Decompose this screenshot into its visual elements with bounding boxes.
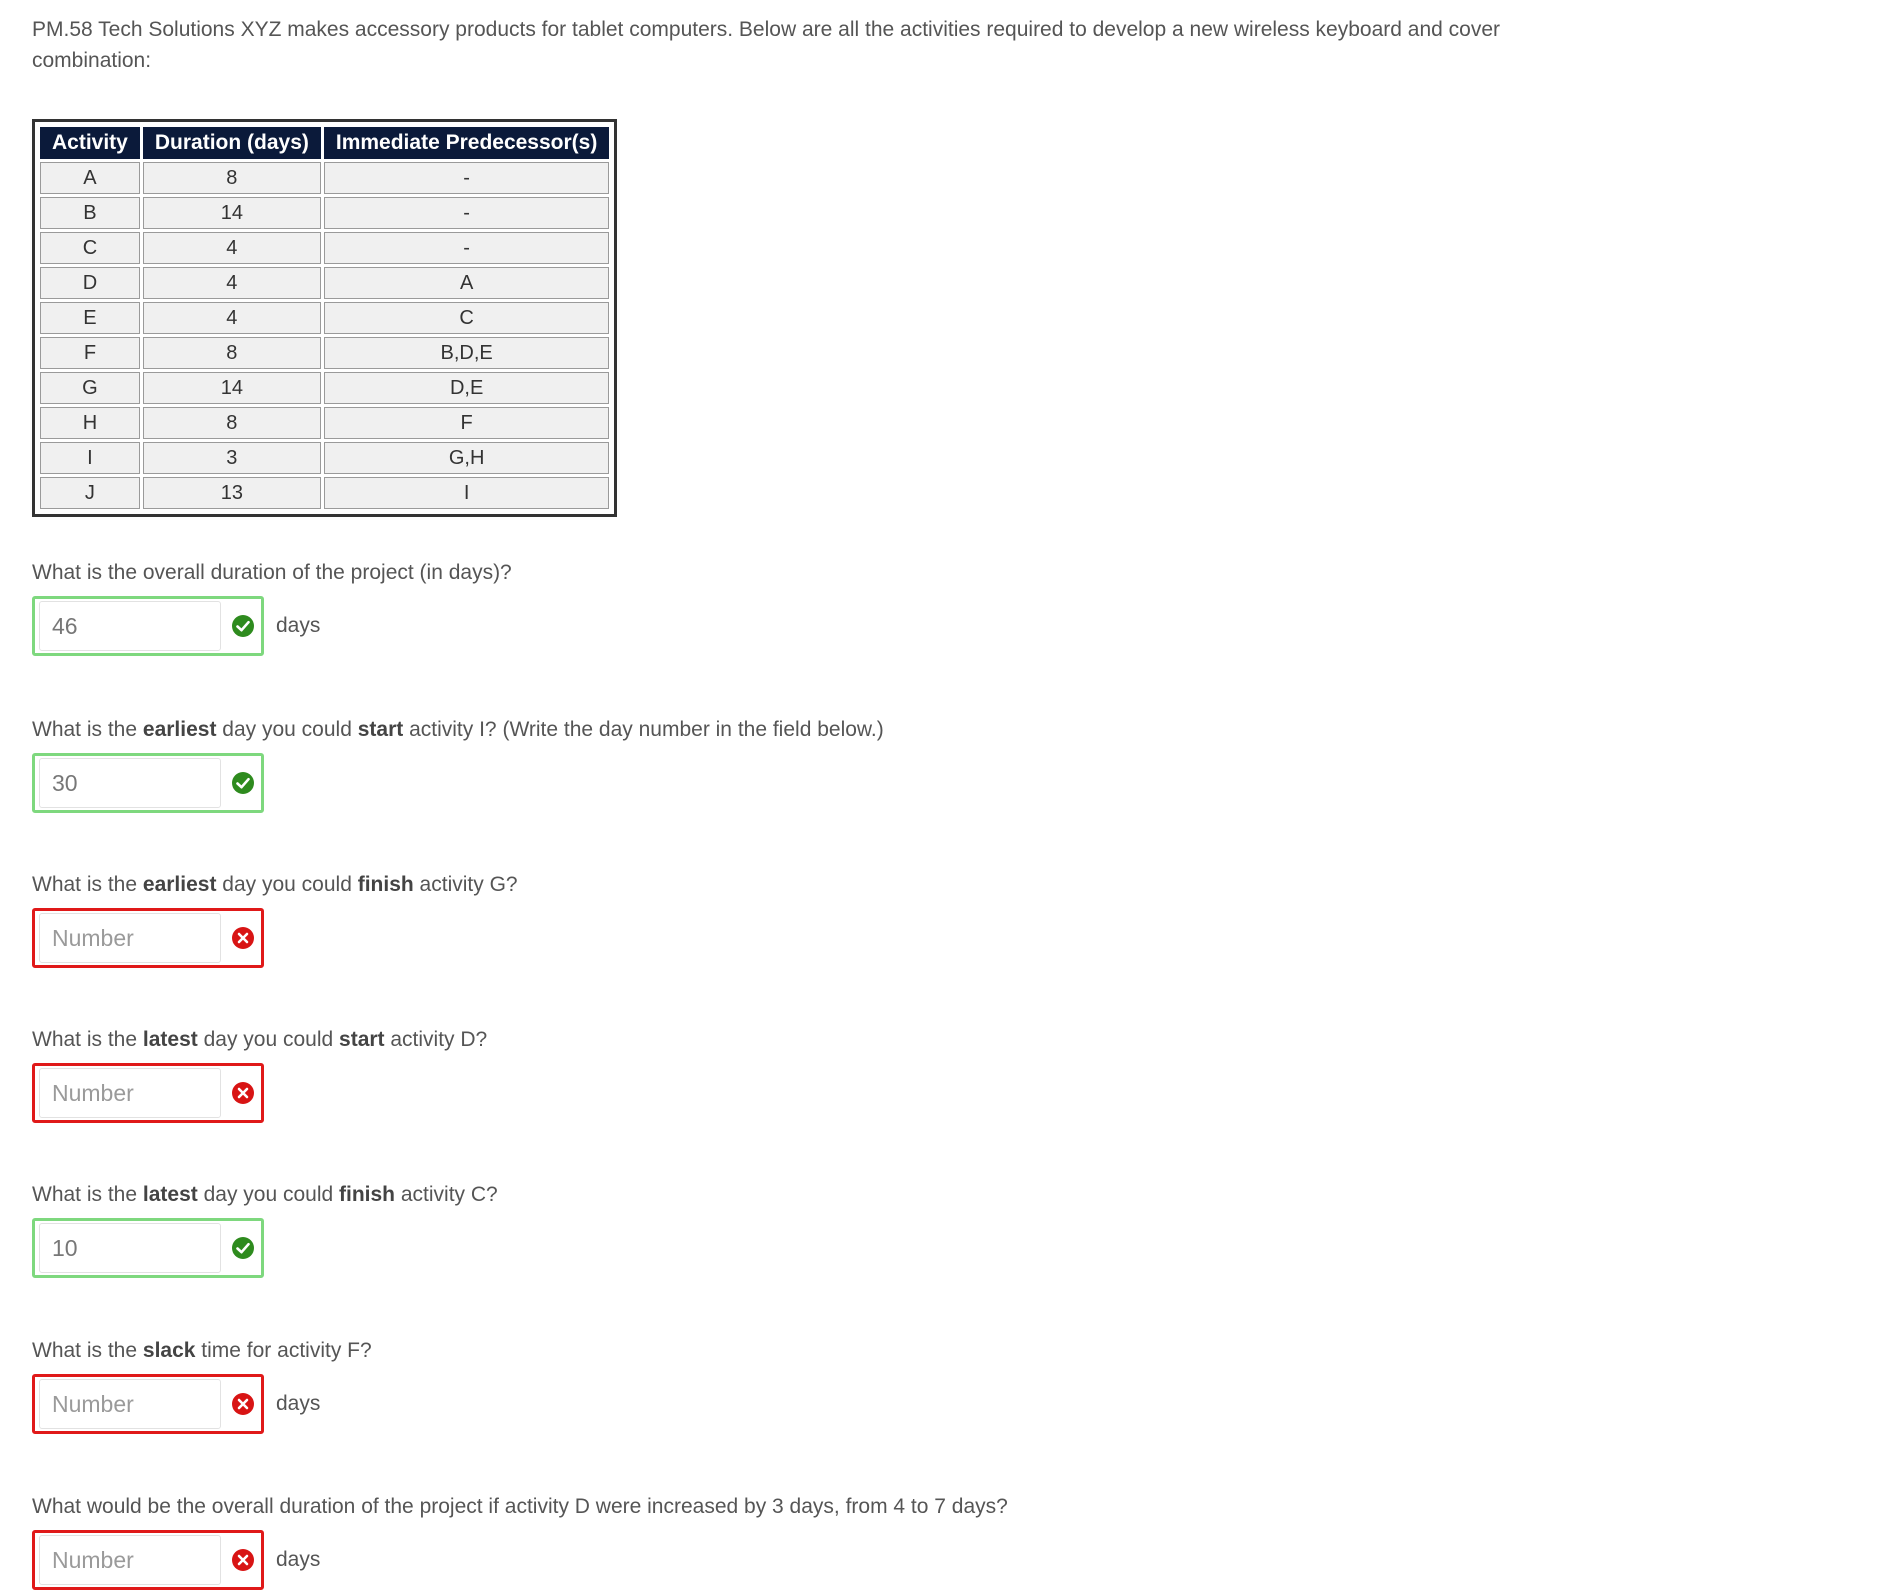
- question-text-segment: What is the: [32, 718, 143, 741]
- table-row: [40, 477, 609, 509]
- question-text: [32, 1337, 1532, 1365]
- answer-row: [32, 1530, 1532, 1590]
- cell-predecessors: -: [324, 232, 609, 264]
- activity-table: [37, 124, 612, 512]
- cell-activity: I: [40, 442, 140, 474]
- cell-duration: 14: [143, 372, 321, 404]
- cell-duration: 8: [143, 407, 321, 439]
- activity-table-container: [32, 119, 617, 517]
- cell-duration: 4: [143, 267, 321, 299]
- question-text-segment: day you could: [216, 718, 358, 741]
- answer-row: [32, 1374, 1532, 1434]
- question-emphasis: start: [357, 718, 404, 741]
- answer-row: [32, 1063, 1532, 1123]
- answer-box-correct: [32, 753, 264, 813]
- question-text-segment: activity D?: [384, 1028, 488, 1051]
- cell-duration: 14: [143, 197, 321, 229]
- table-row: [40, 407, 609, 439]
- answer-box-correct: [32, 596, 264, 656]
- questions-list: [32, 559, 1532, 1590]
- x-circle-icon: [231, 1392, 255, 1416]
- question-emphasis: earliest: [142, 718, 217, 741]
- problem-intro: PM.58 Tech Solutions XYZ makes accessory products for tablet computers. Below are all the activities required to develop a new wireless keyboard and cover combination:: [32, 18, 1501, 72]
- question-page: [32, 14, 1532, 1590]
- cell-activity: E: [40, 302, 140, 334]
- question-text-segment: What is the: [32, 1028, 143, 1051]
- question-block: [32, 871, 1532, 968]
- question-block: [32, 716, 1532, 813]
- cell-activity: D: [40, 267, 140, 299]
- column-header-activity: Activity: [40, 127, 140, 159]
- cell-predecessors: A: [324, 267, 609, 299]
- x-circle-icon: [231, 1548, 255, 1572]
- answer-box-incorrect: [32, 1530, 264, 1590]
- question-emphasis: latest: [142, 1183, 198, 1206]
- cell-duration: 4: [143, 302, 321, 334]
- question-text-segment: day you could: [197, 1028, 340, 1051]
- table-row: [40, 337, 609, 369]
- question-emphasis: earliest: [142, 873, 217, 896]
- question-text: [32, 716, 1532, 744]
- question-emphasis: latest: [142, 1028, 198, 1051]
- question-text-segment: What is the: [32, 1183, 143, 1206]
- cell-duration: 8: [143, 162, 321, 194]
- cell-activity: A: [40, 162, 140, 194]
- answer-row: [32, 908, 1532, 968]
- question-emphasis: start: [339, 1028, 385, 1051]
- answer-box-incorrect: [32, 1374, 264, 1434]
- question-text: [32, 1026, 1532, 1054]
- cell-predecessors: -: [324, 197, 609, 229]
- answer-box-incorrect: [32, 1063, 264, 1123]
- cell-activity: G: [40, 372, 140, 404]
- question-block: [32, 1026, 1532, 1123]
- cell-duration: 13: [143, 477, 321, 509]
- cell-activity: C: [40, 232, 140, 264]
- question-text-segment: day you could: [216, 873, 358, 896]
- answer-box-correct: [32, 1218, 264, 1278]
- cell-predecessors: D,E: [324, 372, 609, 404]
- question-emphasis: slack: [142, 1339, 196, 1362]
- table-body: [40, 162, 609, 509]
- question-emphasis: finish: [357, 873, 414, 896]
- cell-predecessors: C: [324, 302, 609, 334]
- table-row: [40, 267, 609, 299]
- check-circle-icon: [231, 614, 255, 638]
- table-row: [40, 372, 609, 404]
- table-row: [40, 232, 609, 264]
- question-text-segment: What is the overall duration of the project (in days)?: [32, 561, 512, 584]
- cell-predecessors: G,H: [324, 442, 609, 474]
- cell-duration: 8: [143, 337, 321, 369]
- answer-row: [32, 596, 1532, 656]
- answer-box-incorrect: [32, 908, 264, 968]
- x-circle-icon: [231, 1081, 255, 1105]
- x-circle-icon: [231, 926, 255, 950]
- question-block: [32, 559, 1532, 656]
- question-text: [32, 871, 1532, 899]
- cell-duration: 4: [143, 232, 321, 264]
- column-header-duration: Duration (days): [143, 127, 321, 159]
- question-text-segment: What would be the overall duration of the project if activity D were increased by 3 days, from 4 to 7 days?: [32, 1495, 1008, 1518]
- table-row: [40, 442, 609, 474]
- question-text: [32, 1181, 1532, 1209]
- answer-row: [32, 1218, 1532, 1278]
- question-text: [32, 1493, 1532, 1521]
- unit-label: days: [276, 1548, 321, 1571]
- answer-input[interactable]: [39, 1379, 221, 1429]
- answer-row: [32, 753, 1532, 813]
- question-text-segment: activity I? (Write the day number in the field below.): [403, 718, 884, 741]
- question-text-segment: time for activity F?: [195, 1339, 372, 1362]
- table-header-row: [40, 127, 609, 159]
- cell-activity: H: [40, 407, 140, 439]
- question-block: [32, 1181, 1532, 1278]
- question-emphasis: finish: [339, 1183, 396, 1206]
- question-block: [32, 1337, 1532, 1434]
- check-circle-icon: [231, 1236, 255, 1260]
- cell-predecessors: B,D,E: [324, 337, 609, 369]
- question-text-segment: day you could: [197, 1183, 340, 1206]
- answer-input[interactable]: [39, 1535, 221, 1585]
- unit-label: days: [276, 614, 321, 637]
- answer-input[interactable]: [39, 1223, 221, 1273]
- cell-predecessors: F: [324, 407, 609, 439]
- question-text-segment: activity G?: [413, 873, 518, 896]
- question-text-segment: What is the: [32, 1339, 143, 1362]
- answer-input[interactable]: [39, 1068, 221, 1118]
- cell-duration: 3: [143, 442, 321, 474]
- question-text-segment: activity C?: [395, 1183, 498, 1206]
- cell-activity: F: [40, 337, 140, 369]
- check-circle-icon: [231, 771, 255, 795]
- cell-predecessors: -: [324, 162, 609, 194]
- cell-activity: B: [40, 197, 140, 229]
- question-block: [32, 1493, 1532, 1590]
- question-text: [32, 559, 1532, 587]
- answer-input[interactable]: [39, 913, 221, 963]
- table-row: [40, 197, 609, 229]
- question-text-segment: What is the: [32, 873, 143, 896]
- answer-input[interactable]: [39, 601, 221, 651]
- table-row: [40, 302, 609, 334]
- column-header-predecessors: Immediate Predecessor(s): [324, 127, 609, 159]
- unit-label: days: [276, 1392, 321, 1415]
- cell-activity: J: [40, 477, 140, 509]
- cell-predecessors: I: [324, 477, 609, 509]
- table-row: [40, 162, 609, 194]
- answer-input[interactable]: [39, 758, 221, 808]
